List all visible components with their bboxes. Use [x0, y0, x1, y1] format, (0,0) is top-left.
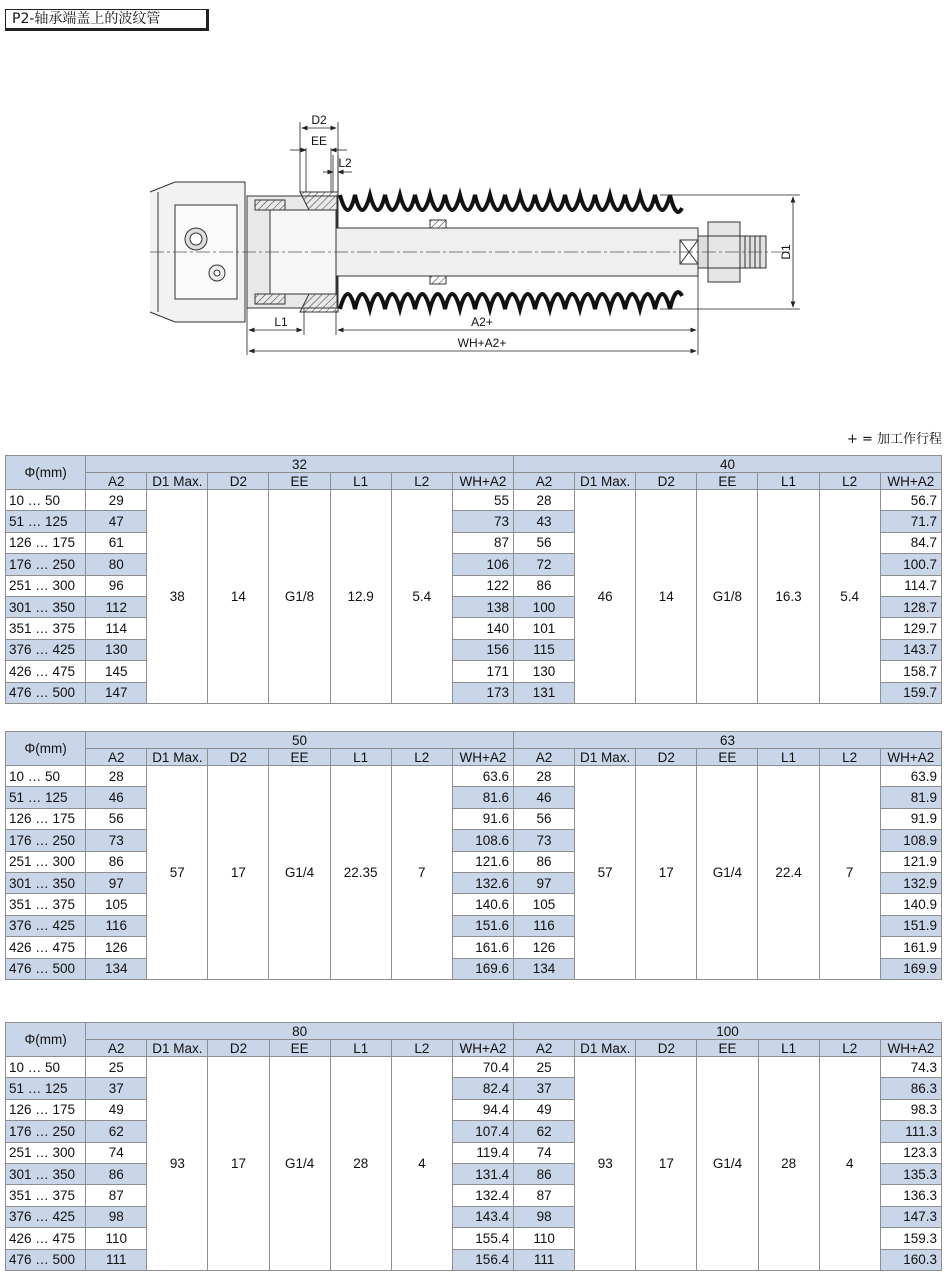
cell-wh: 106 — [452, 554, 513, 575]
cell-a2: 74 — [514, 1142, 575, 1163]
cell-range: 426 … 475 — [6, 1228, 86, 1249]
spec-table-32-40 — [5, 455, 942, 704]
header-d1: D1 Max. — [147, 473, 208, 490]
cell-a2: 110 — [514, 1228, 575, 1249]
cell-a2: 105 — [86, 894, 147, 915]
cell-a2: 131 — [513, 682, 574, 703]
cell-wh: 121.6 — [452, 851, 513, 872]
cell-d1: 38 — [147, 490, 208, 704]
cell-a2: 100 — [513, 596, 574, 617]
header-d1: D1 Max. — [147, 1040, 208, 1057]
cell-a2: 97 — [513, 872, 574, 893]
cell-a2: 130 — [86, 639, 147, 660]
cell-a2: 29 — [86, 490, 147, 511]
cell-range: 176 … 250 — [6, 554, 86, 575]
dim-l1: L1 — [274, 315, 288, 329]
header-l2: L2 — [391, 1040, 452, 1057]
header-wh: WH+A2 — [880, 749, 941, 766]
cell-wh: 160.3 — [880, 1249, 941, 1270]
cell-d1: 57 — [147, 766, 208, 980]
cell-wh: 108.6 — [452, 830, 513, 851]
dim-a2: A2+ — [471, 315, 493, 329]
cell-wh: 121.9 — [880, 851, 941, 872]
cell-range: 51 … 125 — [6, 787, 86, 808]
cell-l2: 5.4 — [391, 490, 452, 704]
cell-wh: 86.3 — [880, 1078, 941, 1099]
section-title: P2-轴承端盖上的波纹管 — [5, 9, 209, 31]
cell-ee: G1/4 — [697, 1057, 758, 1271]
cell-a2: 87 — [86, 1185, 147, 1206]
cell-wh: 56.7 — [880, 490, 941, 511]
cell-wh: 151.9 — [880, 915, 941, 936]
cell-a2: 110 — [86, 1228, 147, 1249]
cell-range: 10 … 50 — [6, 1057, 86, 1078]
cell-d1: 46 — [575, 490, 636, 704]
dim-d1: D1 — [779, 244, 793, 260]
cell-range: 10 … 50 — [6, 490, 86, 511]
cell-range: 476 … 500 — [6, 958, 86, 979]
cell-a2: 62 — [514, 1121, 575, 1142]
cell-a2: 86 — [86, 851, 147, 872]
header-ee: EE — [269, 473, 330, 490]
header-d2: D2 — [636, 473, 697, 490]
cell-a2: 116 — [513, 915, 574, 936]
header-phi: Φ(mm) — [6, 1023, 86, 1057]
cell-a2: 98 — [86, 1206, 147, 1227]
header-d1: D1 Max. — [575, 749, 636, 766]
table-row — [6, 490, 942, 511]
cell-wh: 132.4 — [452, 1185, 513, 1206]
cell-range: 126 … 175 — [6, 532, 86, 553]
cell-wh: 55 — [452, 490, 513, 511]
dim-wh: WH+A2+ — [457, 336, 507, 350]
cell-wh: 140.9 — [880, 894, 941, 915]
cell-wh: 155.4 — [452, 1228, 513, 1249]
header-a2: A2 — [514, 1040, 575, 1057]
cell-a2: 28 — [86, 766, 147, 787]
header-bore: 80 — [86, 1023, 514, 1040]
cell-a2: 87 — [514, 1185, 575, 1206]
cell-wh: 111.3 — [880, 1121, 941, 1142]
header-ee: EE — [697, 473, 758, 490]
header-a2: A2 — [86, 749, 147, 766]
header-phi: Φ(mm) — [6, 732, 86, 766]
cell-wh: 94.4 — [452, 1099, 513, 1120]
cell-wh: 129.7 — [880, 618, 941, 639]
cell-a2: 98 — [514, 1206, 575, 1227]
cell-range: 376 … 425 — [6, 915, 86, 936]
cell-a2: 56 — [513, 532, 574, 553]
cell-range: 476 … 500 — [6, 682, 86, 703]
header-l1: L1 — [758, 1040, 819, 1057]
cell-a2: 126 — [513, 937, 574, 958]
cell-l2: 5.4 — [819, 490, 880, 704]
header-d2: D2 — [636, 749, 697, 766]
cell-wh: 107.4 — [452, 1121, 513, 1142]
cell-range: 51 … 125 — [6, 1078, 86, 1099]
cell-wh: 156 — [452, 639, 513, 660]
cell-range: 426 … 475 — [6, 661, 86, 682]
header-ee: EE — [269, 1040, 330, 1057]
cell-wh: 169.6 — [452, 958, 513, 979]
cell-wh: 63.6 — [452, 766, 513, 787]
cell-range: 351 … 375 — [6, 894, 86, 915]
cell-range: 351 … 375 — [6, 1185, 86, 1206]
cell-wh: 132.6 — [452, 872, 513, 893]
cell-l1: 12.9 — [330, 490, 391, 704]
cell-wh: 151.6 — [452, 915, 513, 936]
cell-ee: G1/4 — [269, 766, 330, 980]
cell-wh: 84.7 — [880, 532, 941, 553]
cell-wh: 159.3 — [880, 1228, 941, 1249]
cell-d2: 17 — [208, 1057, 269, 1271]
cell-range: 51 … 125 — [6, 511, 86, 532]
header-d1: D1 Max. — [575, 1040, 636, 1057]
cell-wh: 161.6 — [452, 937, 513, 958]
cell-d2: 17 — [636, 1057, 697, 1271]
cell-a2: 97 — [86, 872, 147, 893]
cell-a2: 145 — [86, 661, 147, 682]
table-row — [6, 766, 942, 787]
cell-wh: 70.4 — [452, 1057, 513, 1078]
cell-a2: 86 — [86, 1163, 147, 1184]
cell-wh: 87 — [452, 532, 513, 553]
cell-wh: 71.7 — [880, 511, 941, 532]
cell-wh: 74.3 — [880, 1057, 941, 1078]
cell-range: 251 … 300 — [6, 575, 86, 596]
cell-d2: 14 — [636, 490, 697, 704]
header-d1: D1 Max. — [147, 749, 208, 766]
cell-a2: 73 — [86, 830, 147, 851]
header-bore: 40 — [513, 456, 941, 473]
bellows-drawing — [0, 100, 950, 370]
cell-ee: G1/4 — [697, 766, 758, 980]
header-a2: A2 — [513, 473, 574, 490]
header-a2: A2 — [86, 473, 147, 490]
cell-wh: 143.7 — [880, 639, 941, 660]
cell-a2: 47 — [86, 511, 147, 532]
cell-wh: 138 — [452, 596, 513, 617]
header-l2: L2 — [819, 1040, 880, 1057]
header-l1: L1 — [758, 749, 819, 766]
spec-table-80-100 — [5, 1022, 942, 1271]
cell-wh: 140.6 — [452, 894, 513, 915]
header-wh: WH+A2 — [452, 1040, 513, 1057]
header-l1: L1 — [330, 749, 391, 766]
cell-wh: 73 — [452, 511, 513, 532]
cell-range: 301 … 350 — [6, 596, 86, 617]
cell-l1: 22.4 — [758, 766, 819, 980]
table-row — [6, 1057, 942, 1078]
cell-a2: 147 — [86, 682, 147, 703]
cell-wh: 173 — [452, 682, 513, 703]
cell-range: 301 … 350 — [6, 1163, 86, 1184]
cell-a2: 86 — [514, 1163, 575, 1184]
cell-a2: 43 — [513, 511, 574, 532]
cell-a2: 130 — [513, 661, 574, 682]
cell-wh: 161.9 — [880, 937, 941, 958]
header-l2: L2 — [391, 749, 452, 766]
cell-l1: 28 — [758, 1057, 819, 1271]
header-l2: L2 — [391, 473, 452, 490]
cell-wh: 108.9 — [880, 830, 941, 851]
cell-wh: 159.7 — [880, 682, 941, 703]
cell-a2: 74 — [86, 1142, 147, 1163]
cell-l2: 7 — [819, 766, 880, 980]
cell-wh: 82.4 — [452, 1078, 513, 1099]
header-d2: D2 — [636, 1040, 697, 1057]
cell-a2: 25 — [86, 1057, 147, 1078]
cell-wh: 128.7 — [880, 596, 941, 617]
cell-wh: 114.7 — [880, 575, 941, 596]
cell-ee: G1/4 — [269, 1057, 330, 1271]
cell-wh: 147.3 — [880, 1206, 941, 1227]
cell-wh: 135.3 — [880, 1163, 941, 1184]
cell-wh: 132.9 — [880, 872, 941, 893]
cell-range: 476 … 500 — [6, 1249, 86, 1270]
cell-wh: 81.9 — [880, 787, 941, 808]
cell-l2: 4 — [391, 1057, 452, 1271]
cell-a2: 134 — [513, 958, 574, 979]
header-d2: D2 — [208, 1040, 269, 1057]
cell-a2: 115 — [513, 639, 574, 660]
header-wh: WH+A2 — [880, 1040, 941, 1057]
header-l2: L2 — [819, 749, 880, 766]
cell-a2: 96 — [86, 575, 147, 596]
cell-a2: 49 — [514, 1099, 575, 1120]
dim-ee: EE — [310, 134, 328, 148]
header-ee: EE — [697, 749, 758, 766]
cell-l1: 22.35 — [330, 766, 391, 980]
cell-wh: 156.4 — [452, 1249, 513, 1270]
cell-a2: 80 — [86, 554, 147, 575]
header-wh: WH+A2 — [880, 473, 941, 490]
header-l1: L1 — [330, 473, 391, 490]
cell-a2: 46 — [513, 787, 574, 808]
cell-range: 351 … 375 — [6, 618, 86, 639]
cell-wh: 81.6 — [452, 787, 513, 808]
cell-l1: 16.3 — [758, 490, 819, 704]
cell-a2: 56 — [513, 808, 574, 829]
cell-wh: 91.9 — [880, 808, 941, 829]
cell-a2: 72 — [513, 554, 574, 575]
cell-a2: 49 — [86, 1099, 147, 1120]
header-l1: L1 — [758, 473, 819, 490]
cell-a2: 62 — [86, 1121, 147, 1142]
cell-a2: 28 — [513, 490, 574, 511]
cell-a2: 25 — [514, 1057, 575, 1078]
cell-a2: 116 — [86, 915, 147, 936]
header-bore: 32 — [86, 456, 514, 473]
header-d1: D1 Max. — [575, 473, 636, 490]
cell-range: 10 … 50 — [6, 766, 86, 787]
header-ee: EE — [697, 1040, 758, 1057]
cell-wh: 169.9 — [880, 958, 941, 979]
cell-a2: 73 — [513, 830, 574, 851]
cell-wh: 136.3 — [880, 1185, 941, 1206]
cell-d2: 14 — [208, 490, 269, 704]
header-d2: D2 — [208, 749, 269, 766]
cell-wh: 119.4 — [452, 1142, 513, 1163]
cell-wh: 131.4 — [452, 1163, 513, 1184]
cell-wh: 123.3 — [880, 1142, 941, 1163]
cell-a2: 61 — [86, 532, 147, 553]
cell-l1: 28 — [330, 1057, 391, 1271]
cell-a2: 105 — [513, 894, 574, 915]
cell-wh: 98.3 — [880, 1099, 941, 1120]
header-l2: L2 — [819, 473, 880, 490]
cell-wh: 158.7 — [880, 661, 941, 682]
stroke-note: + = 加工作行程 — [846, 432, 942, 447]
cell-a2: 134 — [86, 958, 147, 979]
cell-a2: 37 — [514, 1078, 575, 1099]
cell-range: 376 … 425 — [6, 1206, 86, 1227]
header-a2: A2 — [513, 749, 574, 766]
cell-a2: 46 — [86, 787, 147, 808]
cell-range: 126 … 175 — [6, 1099, 86, 1120]
cell-ee: G1/8 — [269, 490, 330, 704]
dim-d2: D2 — [311, 113, 327, 127]
cell-wh: 122 — [452, 575, 513, 596]
header-bore: 50 — [86, 732, 514, 749]
cell-d2: 17 — [636, 766, 697, 980]
cell-l2: 7 — [391, 766, 452, 980]
cell-wh: 100.7 — [880, 554, 941, 575]
header-l1: L1 — [330, 1040, 391, 1057]
cell-a2: 86 — [513, 851, 574, 872]
cell-range: 176 … 250 — [6, 830, 86, 851]
cell-a2: 37 — [86, 1078, 147, 1099]
cell-a2: 114 — [86, 618, 147, 639]
cell-range: 251 … 300 — [6, 1142, 86, 1163]
cell-wh: 143.4 — [452, 1206, 513, 1227]
cell-d1: 57 — [575, 766, 636, 980]
header-wh: WH+A2 — [452, 749, 513, 766]
cell-a2: 112 — [86, 596, 147, 617]
cell-range: 126 … 175 — [6, 808, 86, 829]
cell-range: 301 … 350 — [6, 872, 86, 893]
cell-a2: 101 — [513, 618, 574, 639]
cell-a2: 126 — [86, 937, 147, 958]
cell-a2: 56 — [86, 808, 147, 829]
dim-l2: L2 — [338, 156, 352, 170]
cell-d2: 17 — [208, 766, 269, 980]
cell-range: 176 … 250 — [6, 1121, 86, 1142]
cell-d1: 93 — [575, 1057, 636, 1271]
header-wh: WH+A2 — [452, 473, 513, 490]
cell-a2: 111 — [514, 1249, 575, 1270]
header-ee: EE — [269, 749, 330, 766]
cell-range: 251 … 300 — [6, 851, 86, 872]
cell-d1: 93 — [147, 1057, 208, 1271]
header-d2: D2 — [208, 473, 269, 490]
cell-wh: 171 — [452, 661, 513, 682]
cell-ee: G1/8 — [697, 490, 758, 704]
header-phi: Φ(mm) — [6, 456, 86, 490]
cell-a2: 28 — [513, 766, 574, 787]
cell-wh: 63.9 — [880, 766, 941, 787]
spec-table-50-63 — [5, 731, 942, 980]
cell-range: 426 … 475 — [6, 937, 86, 958]
header-a2: A2 — [86, 1040, 147, 1057]
cell-wh: 91.6 — [452, 808, 513, 829]
header-bore: 100 — [514, 1023, 942, 1040]
cell-a2: 111 — [86, 1249, 147, 1270]
cell-l2: 4 — [819, 1057, 880, 1271]
cell-wh: 140 — [452, 618, 513, 639]
cell-range: 376 … 425 — [6, 639, 86, 660]
cell-a2: 86 — [513, 575, 574, 596]
header-bore: 63 — [513, 732, 941, 749]
